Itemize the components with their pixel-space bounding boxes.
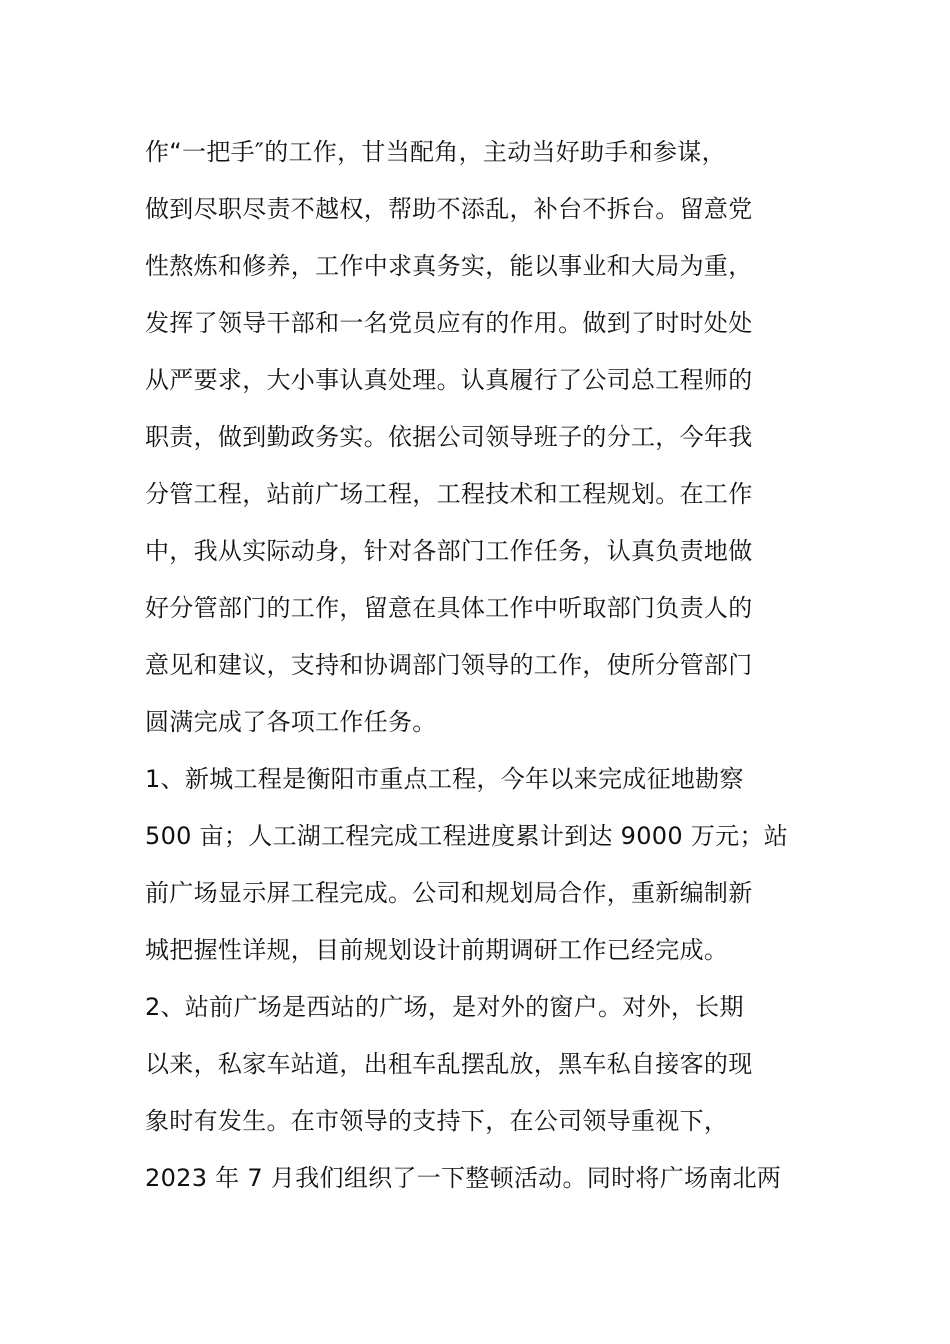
text-line-10: 意见和建议，支持和协调部门领导的工作，使所分管部门 bbox=[145, 651, 753, 679]
text-line-2: 做到尽职尽责不越权，帮助不添乱，补台不拆台。留意党 bbox=[145, 195, 753, 223]
text-line-1: 作“一把手″的工作，甘当配角，主动当好助手和参谋， bbox=[145, 138, 726, 166]
text-line-5: 从严要求，大小事认真处理。认真履行了公司总工程师的 bbox=[145, 366, 753, 394]
text-line-18: 象时有发生。在市领导的支持下，在公司领导重视下， bbox=[145, 1107, 729, 1135]
text-line-3: 性熬炼和修养，工作中求真务实，能以事业和大局为重， bbox=[145, 252, 753, 280]
text-line-13: 500 亩；人工湖工程完成工程进度累计到达 9000 万元；站 bbox=[145, 822, 789, 850]
text-line-14: 前广场显示屏工程完成。公司和规划局合作，重新编制新 bbox=[145, 879, 753, 907]
text-line-19: 2023 年 7 月我们组织了一下整顿活动。同时将广场南北两 bbox=[145, 1164, 782, 1192]
text-line-9: 好分管部门的工作，留意在具体工作中听取部门负责人的 bbox=[145, 594, 753, 622]
text-line-4: 发挥了领导干部和一名党员应有的作用。做到了时时处处 bbox=[145, 309, 753, 337]
text-line-6: 职责，做到勤政务实。依据公司领导班子的分工，今年我 bbox=[145, 423, 753, 451]
text-line-12: 1、新城工程是衡阳市重点工程，今年以来完成征地勘察 bbox=[145, 765, 744, 793]
text-line-15: 城把握性详规，目前规划设计前期调研工作已经完成。 bbox=[145, 936, 729, 964]
text-line-7: 分管工程，站前广场工程，工程技术和工程规划。在工作 bbox=[145, 480, 753, 508]
text-line-8: 中，我从实际动身，针对各部门工作任务，认真负责地做 bbox=[145, 537, 753, 565]
text-line-11: 圆满完成了各项工作任务。 bbox=[145, 708, 437, 736]
text-line-17: 以来，私家车站道，出租车乱摆乱放，黑车私自接客的现 bbox=[145, 1050, 753, 1078]
text-line-16: 2、站前广场是西站的广场，是对外的窗户。对外，长期 bbox=[145, 993, 744, 1021]
